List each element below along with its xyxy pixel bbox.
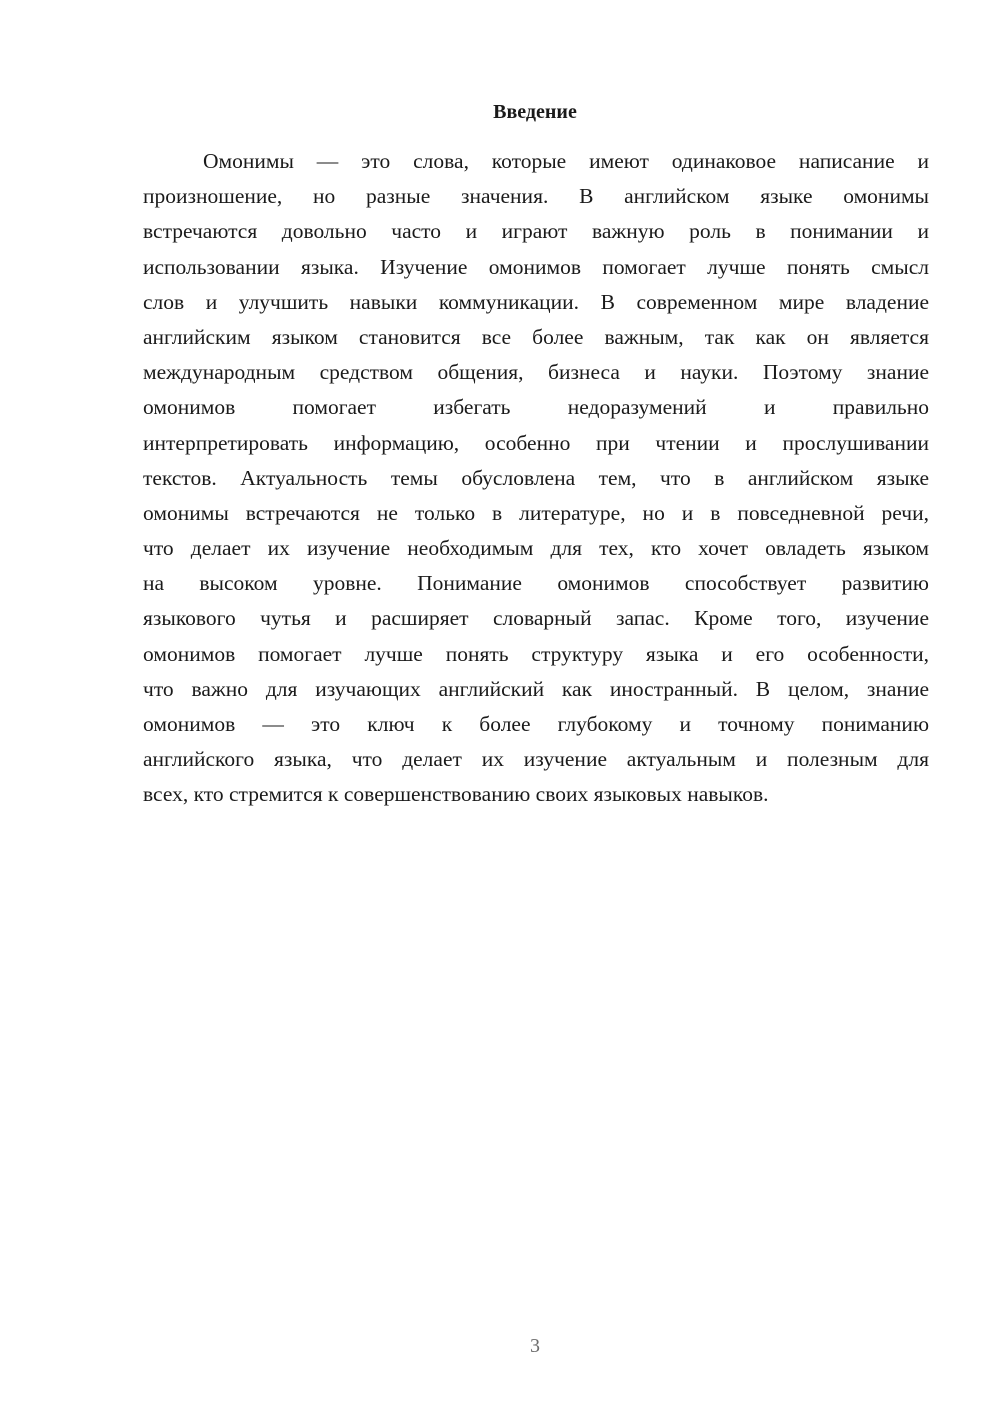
paragraph-line: всех, кто стремится к совершенствованию своих языковых навыков. (143, 782, 769, 807)
paragraph-line: английским языком становится все более важным, так как он является (143, 324, 929, 349)
paragraph-line: что важно для изучающих английский как иностранный. В целом, знание (143, 676, 929, 701)
paragraph-line: использовании языка. Изучение омонимов помогает лучше понять смысл (143, 254, 929, 279)
page-number: 3 (530, 1335, 540, 1357)
paragraph-line: встречаются довольно часто и играют важную роль в понимании и (143, 219, 929, 244)
paragraph-line: омонимы встречаются не только в литературе, но и в повседневной речи, (143, 500, 929, 525)
paragraph-line: омонимов — это ключ к более глубокому и точному пониманию (143, 712, 929, 736)
paragraph-line: что делает их изучение необходимым для тех, кто хочет овладеть языком (143, 536, 929, 561)
paragraph-line: омонимов помогает лучше понять структуру языка и его особенности, (143, 641, 929, 666)
paragraph-line: английского языка, что делает их изучение актуальным и полезным для (143, 747, 929, 772)
section-heading: Введение (493, 101, 577, 123)
paragraph-line: языкового чутья и расширяет словарный запас. Кроме того, изучение (143, 606, 929, 631)
paragraph-line: слов и улучшить навыки коммуникации. В современном мире владение (143, 289, 929, 314)
introduction-paragraph (143, 144, 929, 813)
paragraph-line: текстов. Актуальность темы обусловлена тем, что в английском языке (143, 465, 929, 490)
paragraph-line: Омонимы — это слова, которые имеют одинаковое написание и (203, 149, 929, 173)
paragraph-line: интерпретировать информацию, особенно при чтении и прослушивании (143, 430, 929, 455)
paragraph-line: произношение, но разные значения. В английском языке омонимы (143, 184, 929, 209)
paragraph-line: омонимов помогает избегать недоразумений и правильно (143, 395, 929, 420)
paragraph-line: на высоком уровне. Понимание омонимов способствует развитию (143, 571, 929, 596)
paragraph-line: международным средством общения, бизнеса и науки. Поэтому знание (143, 360, 929, 385)
